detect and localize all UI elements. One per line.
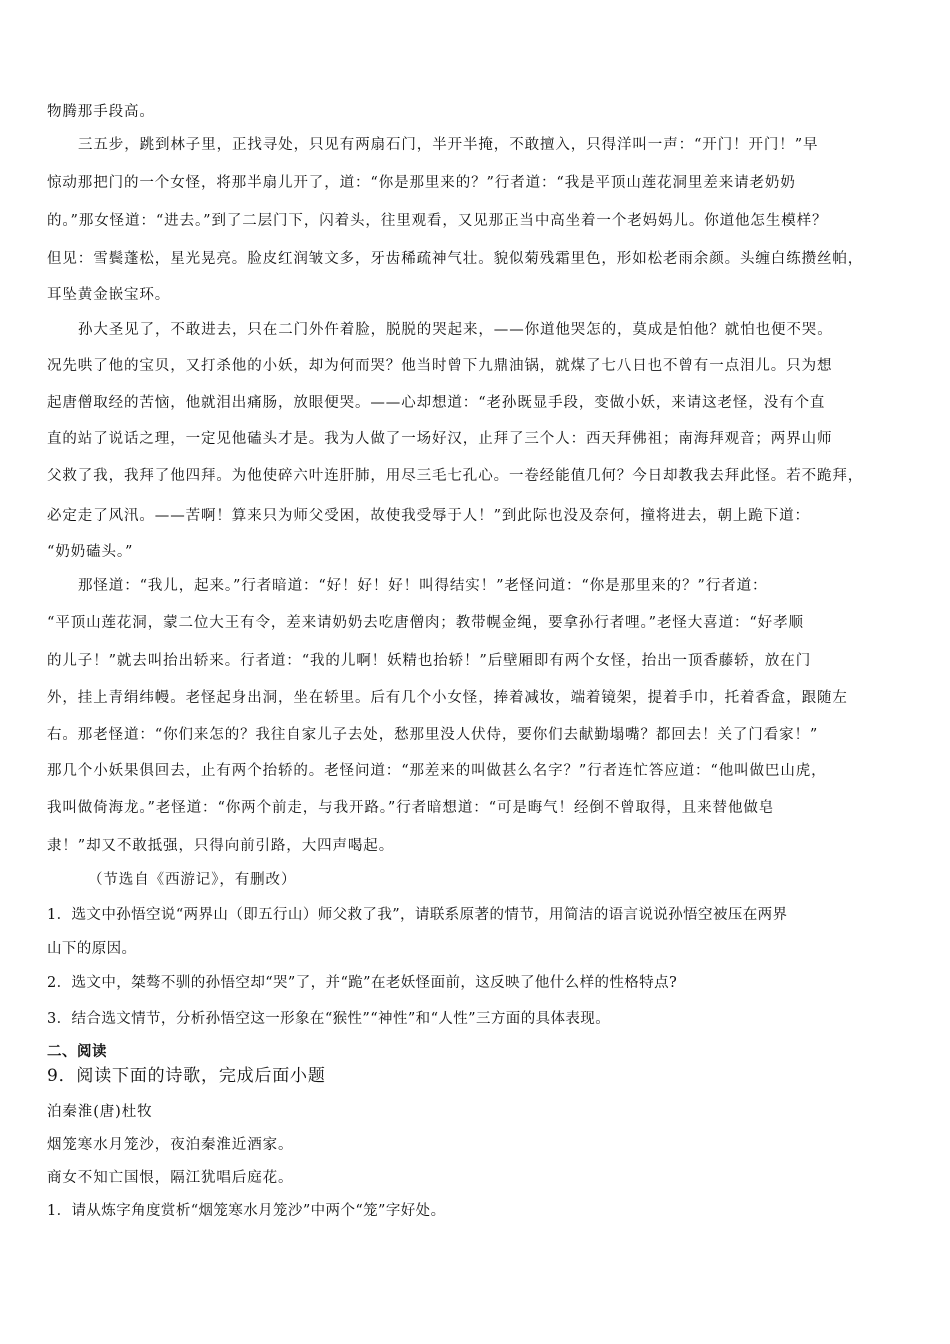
poem-title: 泊秦淮(唐)杜牧 bbox=[47, 1104, 153, 1120]
passage-line: 隶！”却又不敢抵强，只得向前引路，大四声喝起。 bbox=[47, 838, 395, 854]
passage-line: 那怪道：“我儿，起来。”行者暗道：“好！好！好！叫得结实！”老怪问道：“你是那里来的？”行者道： bbox=[78, 578, 768, 594]
passage-line: 孙大圣见了，不敢进去，只在二门外仵着脸，脱脱的哭起来，——你道他哭怎的，莫成是怕他？就怕也便不哭。 bbox=[78, 322, 833, 338]
passage-line: “平顶山莲花洞，蒙二位大王有令，差来请奶奶去吃唐僧肉；教带幌金绳，要拿孙行者哩。”老怪大喜道：“好孝顺 bbox=[47, 615, 804, 631]
passage-line: 外，挂上青绢纬幔。老怪起身出洞，坐在轿里。后有几个小女怪，捧着减妆，端着镜架，提着手巾，托着香盒，跟随左 bbox=[47, 690, 848, 706]
passage-line: 的。”那女怪道：“进去。”到了二层门下，闪着头，往里观看，又见那正当中高坐着一个老妈妈儿。你道他怎生模样？ bbox=[47, 213, 828, 229]
question-line: 3．结合选文情节，分析孙悟空这一形象在“猴性”“神性”和“人性”三方面的具体表现。 bbox=[47, 1011, 611, 1027]
passage-line: 右。那老怪道：“你们来怎的？我往自家儿子去处，愁那里没人伏侍，要你们去献勤塌嘴？都回去！关了门看家！” bbox=[47, 727, 819, 743]
passage-line: 三五步，跳到林子里，正找寻处，只见有两扇石门，半开半掩，不敢擅入，只得洋叫一声：“开门！开门！”早 bbox=[78, 137, 819, 153]
passage-line: 起唐僧取经的苦恼，他就泪出痛肠，放眼便哭。——心却想道：“老孙既显手段，变做小妖，来请这老怪，没有个直 bbox=[47, 395, 826, 411]
question-line: 2．选文中，桀骜不驯的孙悟空却“哭”了，并“跪”在老妖怪面前，这反映了他什么样的性格特点? bbox=[47, 975, 678, 991]
poem-line: 商女不知亡国恨，隔江犹唱后庭花。 bbox=[47, 1170, 294, 1186]
passage-line: 耳坠黄金嵌宝环。 bbox=[47, 287, 171, 303]
passage-line: 但见：雪鬓蓬松，星光晃亮。脸皮红润皱文多，牙齿稀疏神气壮。貌似菊残霜里色，形如松老雨余颜。头缠白练攒丝帕， bbox=[47, 251, 864, 267]
question-line: 1．选文中孙悟空说“两界山（即五行山）师父救了我”，请联系原著的情节，用简洁的语言说说孙悟空被压在两界 bbox=[47, 907, 788, 923]
passage-line: 物腾那手段高。 bbox=[47, 104, 155, 120]
passage-line: 那几个小妖果俱回去，止有两个抬轿的。老怪问道：“那差来的叫做甚么名字？”行者连忙答应道：“他叫做巴山虎， bbox=[47, 763, 827, 779]
poem-line: 烟笼寒水月笼沙，夜泊秦淮近酒家。 bbox=[47, 1137, 294, 1153]
item-heading: 9．阅读下面的诗歌，完成后面小题 bbox=[47, 1066, 326, 1086]
passage-line: 必定走了风汛。——苦啊！算来只为师父受困，故使我受辱于人！”到此际也没及奈何，撞将进去，朝上跪下道： bbox=[47, 508, 810, 524]
passage-line: 惊动那把门的一个女怪，将那半扇儿开了，道：“你是那里来的？”行者道：“我是平顶山莲花洞里差来请老奶奶 bbox=[47, 175, 796, 191]
section-heading: 二、阅读 bbox=[47, 1044, 107, 1060]
passage-line: 况先哄了他的宝贝，又打杀他的小妖，却为何而哭？他当时曾下九鼎油锅，就煤了七八日也不曾有一点泪儿。只为想 bbox=[47, 358, 833, 374]
passage-line: “奶奶磕头。” bbox=[47, 544, 134, 560]
passage-line: 父救了我，我拜了他四拜。为他使碎六叶连肝肺，用尽三毛七孔心。一卷经能值几何？今日却教我去拜此怪。若不跪拜， bbox=[47, 468, 864, 484]
question-line: 1．请从炼字角度赏析“烟笼寒水月笼沙”中两个“笼”字好处。 bbox=[47, 1203, 446, 1219]
passage-line: 直的站了说话之理，一定见他磕头才是。我为人做了一场好汉，止拜了三个人：西天拜佛祖；南海拜观音；两界山师 bbox=[47, 431, 833, 447]
passage-line: 的儿子！”就去叫抬出轿来。行者道：“我的儿啊！妖精也抬轿！”后壁厢即有两个女怪，抬出一顶香藤轿，放在门 bbox=[47, 653, 812, 669]
question-line: 山下的原因。 bbox=[47, 941, 137, 957]
passage-source: （节选自《西游记》，有删改） bbox=[88, 872, 297, 888]
passage-line: 我叫做倚海龙。”老怪道：“你两个前走，与我开路。”行者暗想道：“可是晦气！经倒不曾取得，且来替他做皂 bbox=[47, 800, 775, 816]
